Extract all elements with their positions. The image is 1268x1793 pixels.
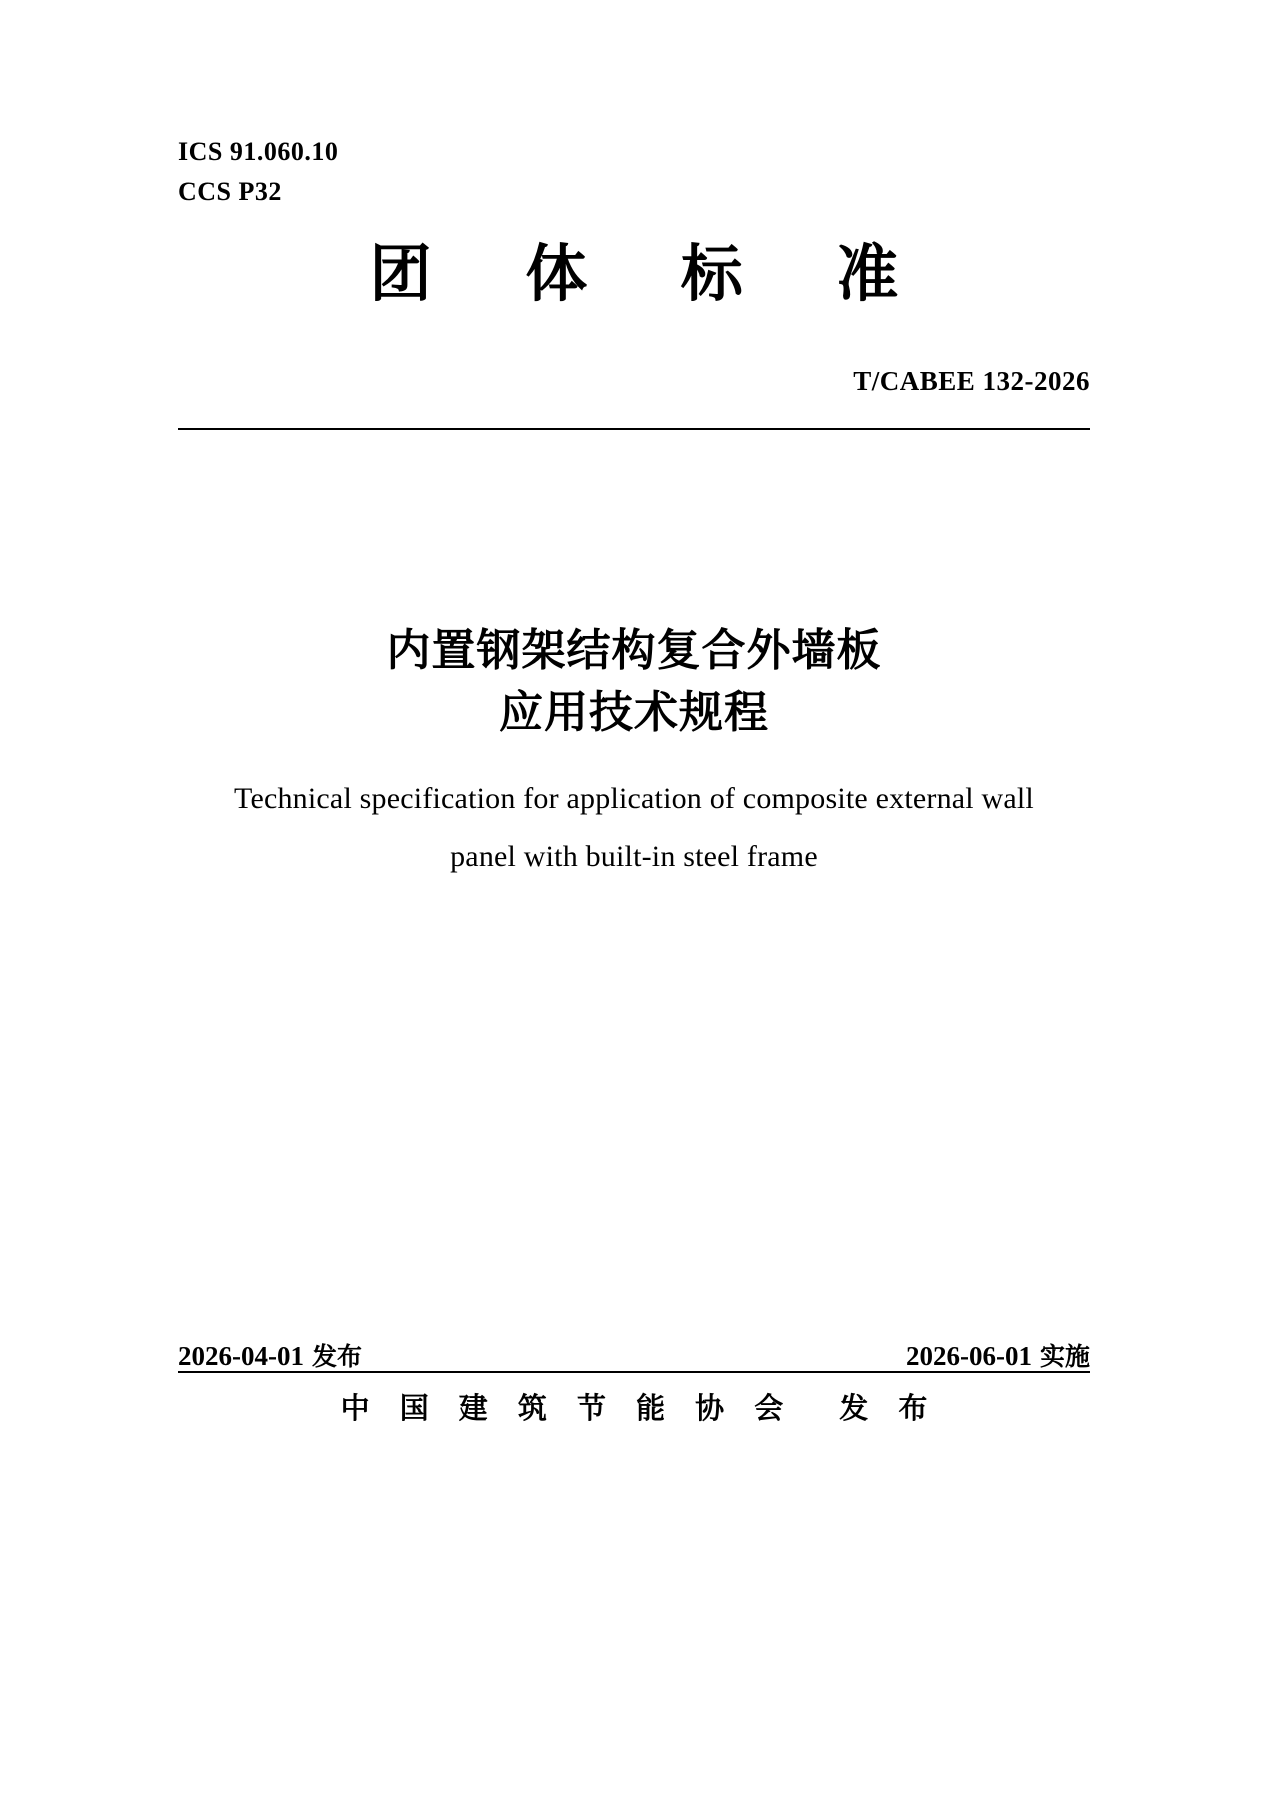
ccs-code: CCS P32 — [178, 177, 282, 206]
english-title-line-1: Technical specification for application of composite external wall — [234, 782, 1034, 815]
issue-label: 发布 — [311, 1342, 362, 1371]
issuing-organization — [178, 1386, 1090, 1427]
page-content — [178, 0, 1090, 1793]
footer-dates — [178, 1337, 1090, 1373]
header-divider — [178, 428, 1090, 430]
footer-divider — [178, 1371, 1090, 1373]
english-title-line-2: panel with built-in steel frame — [450, 840, 818, 873]
series-title: 团 体 标 准 — [369, 237, 935, 310]
issue-date: 2026-04-01 — [178, 1341, 304, 1371]
effective-label: 实施 — [1039, 1342, 1090, 1371]
effective-date: 2026-06-01 — [906, 1341, 1032, 1371]
issue-date-group — [178, 1337, 362, 1373]
chinese-title-line-2: 应用技术规程 — [499, 687, 769, 738]
ics-code: ICS 91.060.10 — [178, 137, 339, 166]
effective-date-group — [906, 1337, 1090, 1373]
classification-codes — [178, 132, 338, 212]
publish-label: 发 布 — [839, 1391, 938, 1425]
standard-number: T/CABEE 132-2026 — [853, 366, 1090, 396]
chinese-title-line-1: 内置钢架结构复合外墙板 — [386, 625, 882, 676]
organization-name: 中 国 建 筑 节 能 协 会 — [340, 1391, 794, 1425]
title-block — [178, 620, 1090, 886]
